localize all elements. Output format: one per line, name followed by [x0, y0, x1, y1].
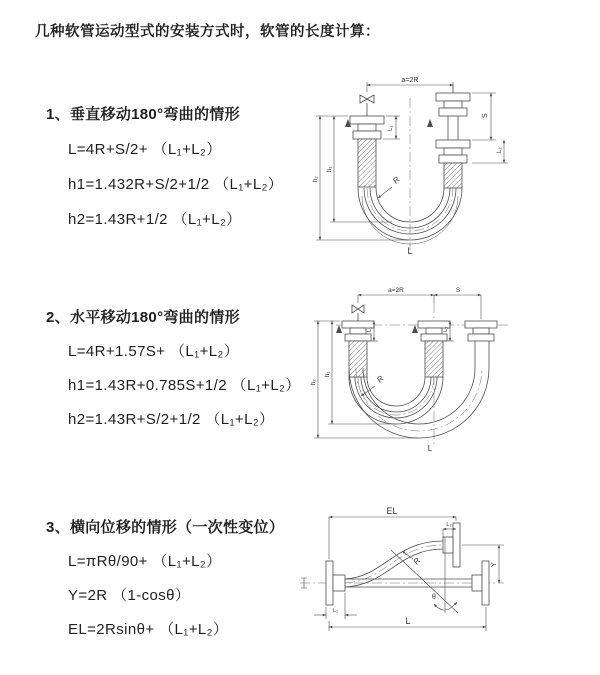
- valve-icon: [360, 95, 374, 116]
- dim-label-l1: L₁: [367, 327, 373, 332]
- diagram-horizontal-180-bend: [308, 283, 600, 468]
- dim-label-a2r: a=2R: [401, 77, 419, 84]
- dimension-a2r: [358, 287, 481, 319]
- dim-label-l: L: [405, 616, 411, 626]
- dim-label-r: R: [411, 556, 423, 567]
- dim-label-l-total: L: [407, 246, 413, 256]
- dim-label-l2: L₂: [446, 522, 452, 528]
- braided-hose: [358, 139, 376, 187]
- upper-flange-fitting: [443, 523, 460, 567]
- dim-label-h1: h₁: [325, 371, 331, 377]
- formula-length: L=πRθ/90+ （L₁+L₂）: [68, 553, 222, 570]
- formula-length: L=4R+S/2+ （L₁+L₂）: [68, 141, 222, 158]
- dimension-a2r: [367, 77, 453, 92]
- diagram-lateral-displacement: [296, 505, 600, 650]
- u-bend-hose-inner: [349, 377, 443, 424]
- dim-label-r: R: [391, 174, 402, 186]
- braided-hose: [349, 341, 367, 377]
- dim-label-a2r: a=2R: [388, 287, 404, 294]
- left-flange-fitting: [326, 561, 345, 605]
- braided-hose: [425, 341, 443, 377]
- dim-label-r: R: [375, 373, 386, 385]
- right-pipe-fitting: [465, 321, 497, 368]
- formula-el: EL=2Rsinθ+ （L₁+L₂）: [68, 621, 229, 638]
- dimension-l1: [383, 116, 400, 139]
- formula-length: L=4R+1.57S+ （L₁+L₂）: [68, 343, 240, 360]
- dimension-s: [434, 287, 481, 295]
- dim-label-h1: h₁: [327, 166, 333, 172]
- dim-label-s: S: [455, 287, 461, 294]
- radius-leader: [378, 175, 402, 198]
- dim-label-l1: L₁: [333, 608, 338, 614]
- section-2-heading: 2、水平移动180°弯曲的情形: [46, 309, 240, 326]
- dim-label-l-total: L: [427, 444, 433, 453]
- dim-label-theta: θ: [432, 594, 436, 601]
- up-arrow: [336, 325, 342, 333]
- section-vertical-movement: [46, 103, 316, 229]
- dimension-l1: [314, 593, 357, 619]
- dim-label-h2: h₂: [313, 176, 319, 182]
- s-curve-hose: [345, 541, 443, 587]
- section-horizontal-movement: [46, 306, 316, 429]
- dim-label-l1: L₁: [388, 125, 394, 131]
- right-pipe-fitting: [436, 85, 470, 188]
- section-1-heading: 1、垂直移动180°弯曲的情形: [46, 106, 240, 123]
- page-title: 几种软管运动型式的安装方式时，软管的长度计算：: [35, 24, 380, 40]
- valve-icon: [352, 305, 364, 321]
- dim-label-y: Y: [491, 562, 498, 567]
- dim-label-s: S: [482, 113, 489, 118]
- dim-label-h2: h₂: [311, 379, 317, 385]
- formula-h2: h2=1.43R+S/2+1/2 （L₁+L₂）: [68, 411, 275, 428]
- left-pipe-fitting: [350, 116, 384, 187]
- formula-h2: h2=1.43R+1/2 （L₁+L₂）: [68, 211, 242, 228]
- up-arrow: [412, 325, 418, 333]
- section-lateral-displacement: [46, 516, 316, 639]
- dim-label-l2: L₂: [497, 147, 503, 153]
- dim-label-el: EL: [386, 506, 398, 516]
- dimension-s: [472, 93, 496, 140]
- dimension-l2: [472, 140, 508, 163]
- dimension-l-total: [329, 607, 486, 631]
- dim-label-l2: L₂: [443, 326, 449, 332]
- section-3-heading: 3、横向位移的情形（一次性变位）: [46, 519, 285, 536]
- braided-hose: [444, 163, 462, 188]
- diagram-vertical-180-bend: [312, 70, 590, 260]
- formula-h1: h1=1.432R+S/2+1/2 （L₁+L₂）: [68, 176, 284, 193]
- up-arrow: [427, 119, 433, 127]
- formula-h1: h1=1.43R+0.785S+1/2 （L₁+L₂）: [68, 377, 301, 394]
- formula-y: Y=2R （1-cosθ）: [68, 587, 191, 604]
